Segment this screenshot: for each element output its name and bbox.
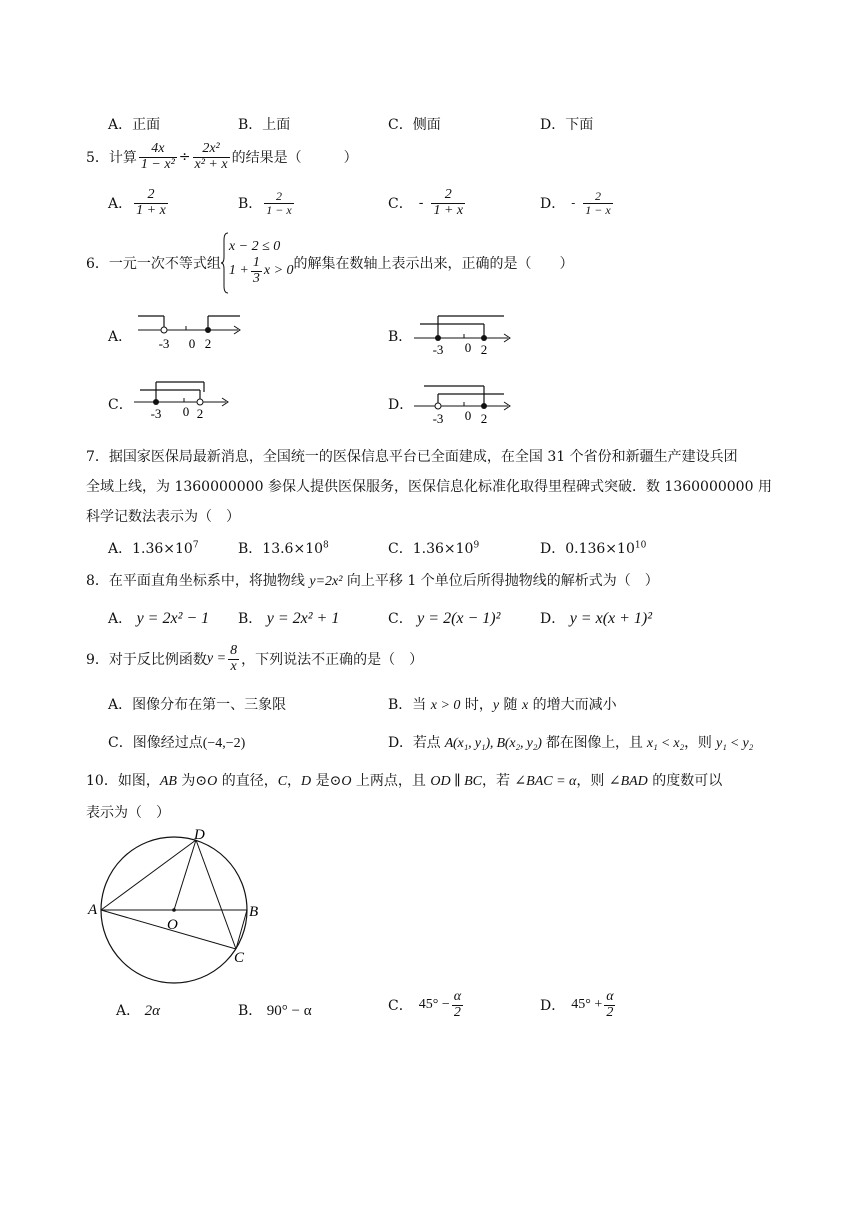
brace-icon — [221, 232, 229, 294]
svg-text:-3: -3 — [432, 342, 444, 357]
q9-option-a: A．图像分布在第一、三象限 — [108, 697, 287, 713]
svg-text:2: 2 — [480, 411, 488, 426]
q6-suffix: 的解集在数轴上表示出来，正确的是（ ） — [293, 256, 574, 272]
q9-option-d: D．若点 A(x₁, y₁), B(x₂, y₂) 都在图像上，且 x₁ < x₂，则 y₁ < y₂ — [388, 735, 754, 751]
svg-text:A: A — [88, 902, 98, 918]
q7-option-d: D．$0.136\times 10^{10}$ — [540, 540, 647, 557]
q7-option-a: A．$1.36\times 10^7$ — [108, 540, 199, 557]
svg-text:O: O — [167, 917, 178, 933]
q7-line-3: 科学记数法表示为（ ） — [86, 509, 240, 525]
q6-inequality-1: x − 2 ≤ 0 — [228, 239, 281, 255]
q6-stem — [86, 232, 574, 294]
q5-option-a: A． $\frac{2}{1 + x}$ — [108, 187, 166, 218]
svg-text:0: 0 — [188, 336, 196, 351]
q10-option-a: A． 2α — [116, 1003, 160, 1019]
q6-option-a-number-line — [128, 310, 248, 352]
q5-option-d: D． - $\frac{2}{1 - x}$ — [540, 189, 611, 217]
q10-option-c-fraction: $\frac{\alpha}{2}$ — [453, 989, 462, 1020]
q5-suffix: 的结果是（ ） — [231, 150, 358, 167]
svg-text:0: 0 — [464, 340, 472, 355]
q8-option-c: C． y = 2(x − 1)² — [388, 610, 501, 627]
q10-circle-figure — [84, 822, 274, 992]
q6-prefix: 一元一次不等式组 — [108, 256, 221, 272]
svg-text:-3: -3 — [158, 336, 170, 351]
q9-option-b: B．当 x > 0 时，y 随 x 的增大而减小 — [388, 697, 617, 713]
q5-option-d-fraction: $\frac{2}{1 - x}$ — [585, 189, 611, 217]
q4-option-c: C．侧面 — [388, 117, 441, 133]
q5-divide-sign: ÷ — [178, 149, 191, 166]
q5-option-a-fraction: $\frac{2}{1 + x}$ — [136, 187, 166, 218]
q5-option-c: C． - $\frac{2}{1 + x}$ — [388, 187, 464, 218]
q7-option-b: B．$13.6\times 10^8$ — [238, 540, 329, 557]
q8-stem: 8．在平面直角坐标系中，将抛物线 y=2x² 向上平移 1 个单位后所得抛物线的解析式为（ ） — [86, 573, 659, 589]
q9-option-c: C．图像经过点(−4,−2) — [108, 735, 246, 751]
q9-stem: 9．对于反比例函数 y = $\frac{8}{x}$ ，下列说法不正确的是（ ） — [86, 643, 424, 674]
q6-option-b-label: B． — [388, 329, 413, 345]
q8-option-d: D． y = x(x + 1)² — [540, 610, 653, 627]
svg-text:0: 0 — [182, 404, 190, 419]
q8-option-a: A． y = 2x² − 1 — [108, 610, 210, 627]
q9-fraction: $\frac{8}{x}$ — [230, 643, 238, 674]
q10-option-d-fraction: $\frac{\alpha}{2}$ — [606, 989, 614, 1020]
q10-line-1: 10．如图，AB 为⊙O 的直径，C，D 是⊙O 上两点，且 OD ∥ BC，若 ∠BAC = α，则 ∠BAD 的度数可以 — [86, 773, 723, 789]
q6-inequality-2: 1 + $\frac{1}{3}$ x > 0 — [228, 255, 294, 286]
svg-text:-3: -3 — [150, 406, 162, 421]
q4-option-b: B．上面 — [238, 117, 291, 133]
q5-option-c-fraction: $\frac{2}{1 + x}$ — [433, 187, 464, 218]
q5-prefix: 计算 — [108, 150, 137, 167]
svg-text:-3: -3 — [432, 411, 444, 426]
q5-option-b-fraction: $\frac{2}{1 - x}$ — [266, 189, 292, 217]
q5-stem — [86, 142, 358, 172]
q6-number: 6． — [86, 256, 109, 272]
q6-option-d-label: D． — [388, 397, 414, 413]
q6-option-a-label: A． — [108, 329, 133, 345]
q5-fraction-1: $\frac{4x}{\text{1 − x²}}$ — [140, 141, 175, 172]
q6-option-b-number-line — [410, 312, 520, 358]
q5-option-b: B． $\frac{2}{1 - x}$ — [238, 189, 292, 217]
q6-inequality-system — [229, 239, 294, 286]
svg-text:D: D — [194, 827, 205, 843]
q8-option-b: B． y = 2x² + 1 — [238, 610, 340, 627]
q10-line-2: 表示为（ ） — [86, 805, 170, 821]
q10-option-d: D． 45° + $\frac{\alpha}{2}$ — [540, 989, 614, 1020]
q4-option-d: D．下面 — [540, 117, 594, 133]
svg-text:C: C — [234, 950, 245, 966]
svg-text:2: 2 — [196, 406, 204, 421]
q10-option-c: C． 45° − $\frac{\alpha}{2}$ — [388, 989, 462, 1020]
q7-line-1: 7．据国家医保局最新消息，全国统一的医保信息平台已全面建成，在全国 31 个省份和新疆生产建设兵团 — [86, 449, 738, 465]
q6-option-c-number-line — [130, 378, 240, 424]
svg-text:0: 0 — [464, 408, 472, 423]
q5-number: 5． — [86, 150, 109, 167]
q5-fraction-2: $\frac{\text{2x²}}{\text{x² + x}}$ — [194, 141, 228, 172]
q7-option-c: C．$1.36\times 10^9$ — [388, 540, 480, 557]
q6-option-c-label: C． — [108, 397, 133, 413]
q10-option-b: B． 90° − α — [238, 1003, 312, 1019]
svg-text:2: 2 — [204, 336, 212, 351]
q4-option-a: A．正面 — [108, 117, 161, 133]
svg-text:B: B — [249, 904, 259, 920]
q7-line-2: 全域上线，为 1360000000 参保人提供医保服务，医保信息化标准化取得里程碑式突破．数 1360000000 用 — [86, 479, 772, 495]
q6-option-d-number-line — [410, 380, 520, 428]
svg-text:2: 2 — [480, 342, 488, 357]
